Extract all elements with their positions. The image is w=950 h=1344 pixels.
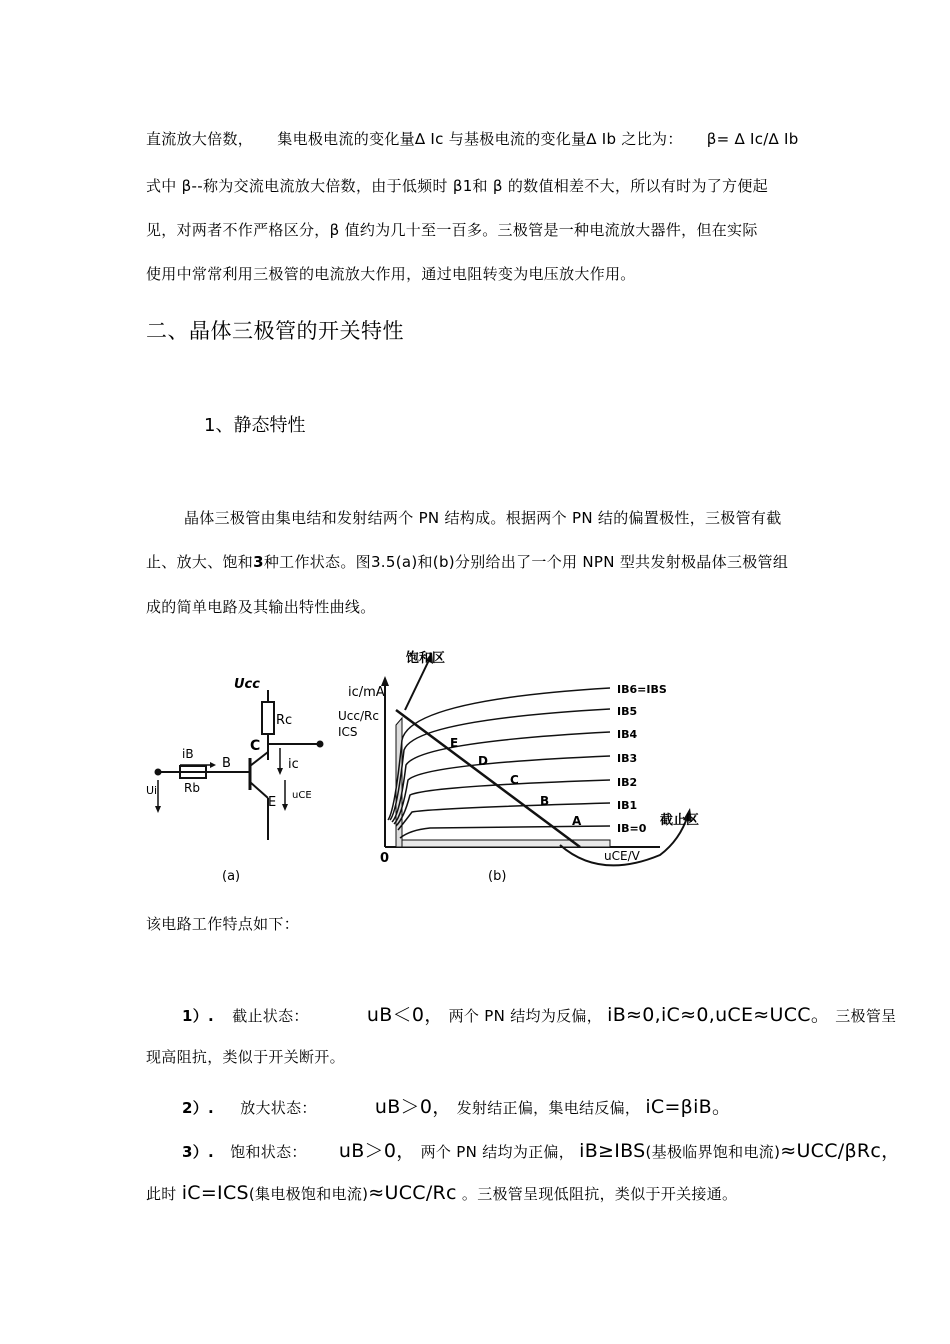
point-label: A [572,814,582,828]
caption-a: (a) [222,869,241,884]
curve-label: IB6=IBS [617,683,667,696]
state-desc: 两个 PN 结均为正偏， [420,1143,575,1161]
state-number: 2）. [182,1099,215,1117]
para2-line2 [146,551,788,572]
state-tail: 三极管呈 [835,1007,897,1025]
state-condition: uB＞0， [338,1140,416,1162]
para1-line4: 使用中常常利用三极管的电流放大作用，通过电阻转变为电压放大作用。 [146,265,636,283]
text: 。三极管呈现低阻抗，类似于开关接通。 [461,1185,738,1203]
cutoff-region-label: 截止区 [660,813,700,828]
e-label: E [268,795,277,810]
state-label: 放大状态： [240,1099,317,1117]
para1-line2: 式中 β--称为交流电流放大倍数，由于低频时 β1和 β 的数值相差不大，所以有时为了方便起 [146,177,768,195]
point-label: E [450,736,459,750]
point-label: B [540,794,550,808]
point-label: C [510,773,519,787]
state3-line2 [146,1182,737,1204]
beta-formula: β= ∆ Ic/∆ Ib [706,130,799,148]
ucc-rc-label: Ucc/Rc [338,709,379,723]
b-label: B [222,756,231,771]
curve-label: IB2 [617,776,638,789]
subsection-heading: 1、静态特性 [204,415,306,436]
state-condition: uB＞0， [374,1096,452,1118]
state-label: 截止状态： [232,1007,309,1025]
ui-label: Ui [146,784,158,797]
state-formula: ≈UCC/Rc [368,1182,457,1204]
state-paren: (集电极饱和电流) [248,1185,369,1203]
curve-label: IB=0 [617,822,647,835]
features-intro: 该电路工作特点如下： [146,915,300,933]
section-heading: 二、晶体三极管的开关特性 [146,319,404,343]
ic-label: ic [288,757,299,772]
point-label: D [478,754,488,768]
state-formula: iB≥IBS [579,1140,646,1162]
c-label: C [250,738,261,754]
curve-label: IB1 [617,799,638,812]
text: 集电极电流的变化量∆ Ic 与基极电流的变化量∆ Ib 之比为： [277,130,683,148]
state3-line1 [182,1136,900,1163]
para1-line3: 见，对两者不作严格区分，β 值约为几十至一百多。三极管是一种电流放大器件，但在实际 [146,221,758,239]
state-number: 1）. [182,1007,215,1025]
state-formula: iC=βiB。 [645,1096,732,1118]
rc-label: Rc [276,713,293,728]
state-desc: 两个 PN 结均为反偏， [448,1007,603,1025]
state-formula: ≈UCC/βRc， [780,1140,901,1162]
state-formula: iB≈0,iC≈0,uCE≈UCC。 [607,1004,831,1026]
state-paren: (基极临界饱和电流) [645,1143,781,1161]
state1-line2: 现高阻抗，类似于开关断开。 [146,1048,345,1066]
caption-b: (b) [488,869,507,884]
transistor-figure [140,640,740,885]
ics-label: ICS [338,725,358,739]
state-desc: 发射结正偏，集电结反偏， [456,1099,641,1117]
origin-label: 0 [380,851,390,866]
para2-line1: 晶体三极管由集电结和发射结两个 PN 结构成。根据两个 PN 结的偏置极性，三极管有截 [184,509,782,527]
para2-line3: 成的简单电路及其输出特性曲线。 [146,598,376,616]
uce-axis-label: uCE/V [604,849,640,863]
state-label: 饱和状态： [230,1143,307,1161]
text: 种工作状态。图3.5(a)和(b)分别给出了一个用 NPN 型共发射极晶体三极管组 [263,553,789,571]
state1-line1 [182,1000,896,1027]
saturation-region-label: 饱和区 [406,651,446,666]
curve-label: IB3 [617,752,638,765]
state-formula: iC=ICS [181,1182,249,1204]
curve-label: IB4 [617,728,638,741]
para1-line1 [146,128,799,149]
ib-label: iB [182,747,194,761]
text: 直流放大倍数， [146,130,254,148]
state-condition: uB＜0， [366,1004,444,1026]
rb-label: Rb [184,781,200,795]
state-number: 3）. [182,1143,215,1161]
state2-line [182,1092,731,1119]
uce-label: uCE [292,790,312,801]
rc-resistor [262,702,274,734]
ucc-label: Ucc [234,677,260,692]
text: 止、放大、饱和 [146,553,254,571]
curve-label: IB5 [617,705,638,718]
ic-axis-label: ic/mA [348,685,385,700]
text-bold: 3 [253,553,264,571]
text: 此时 [146,1185,177,1203]
